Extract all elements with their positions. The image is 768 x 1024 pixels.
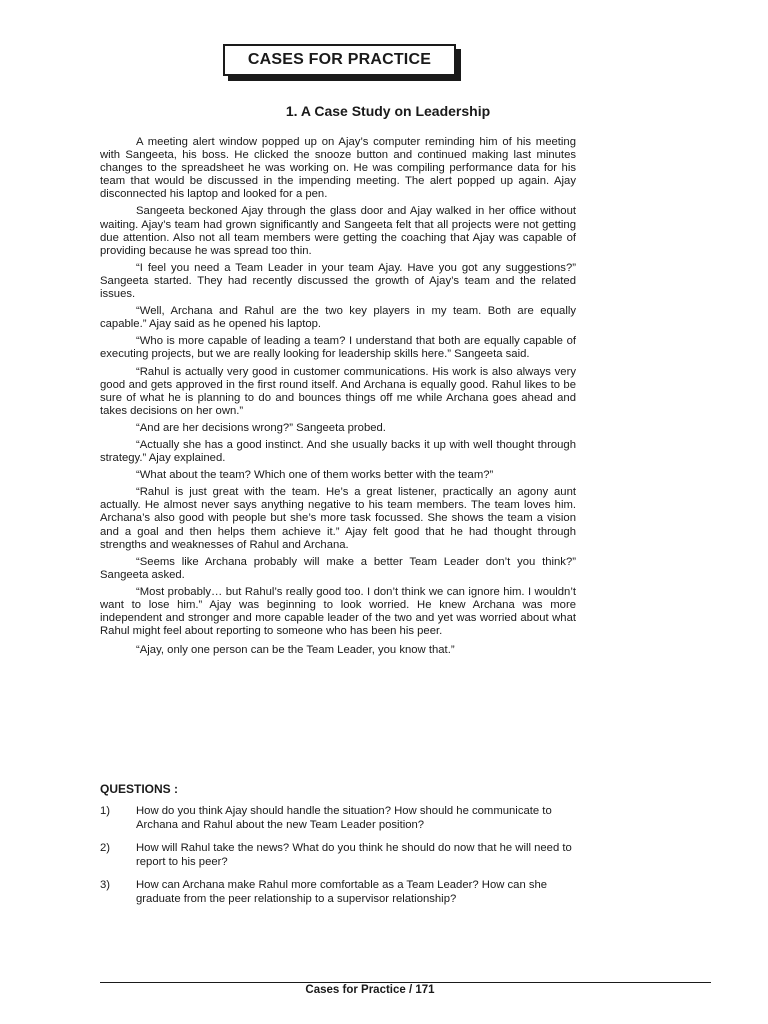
page-footer: Cases for Practice / 171: [305, 984, 435, 996]
paragraph: “Actually she has a good instinct. And she usually backs it up with well thought through strategy.” Ajay explained.: [100, 438, 576, 465]
paragraph: “Most probably… but Rahul’s really good too. I don’t think we can ignore him. I wouldn’t want to lose him.” Ajay was beginning to look worried. He knew Archana was more independent and stronger and more capable leader of the two and yet was worried about what Rahul might feel about reporting to someone who has been his peer.: [100, 585, 576, 638]
question-text: How can Archana make Rahul more comfortable as a Team Leader? How can she graduate from the peer relationship to a supervisor relationship?: [136, 879, 548, 905]
question-item: [100, 842, 576, 869]
paragraph: “Ajay, only one person can be the Team Leader, you know that.”: [136, 644, 455, 657]
questions-heading: QUESTIONS :: [100, 782, 179, 796]
questions-list: [100, 805, 576, 917]
question-number: 3): [100, 879, 111, 892]
paragraph: “Seems like Archana probably will make a better Team Leader don’t you think?” Sangeeta asked.: [100, 555, 576, 581]
paragraph: “Rahul is just great with the team. He’s a great listener, practically an agony aunt actually. He almost never says anything negative to his team members. The team loves him. Archana’s also good with people but she’s more task focussed. She shows the team a vision and a goal and then helps them achieve it.” Ajay felt good that he had thought through strengths and weaknesses of Rahul and Archana.: [100, 486, 576, 551]
case-body: [100, 136, 576, 661]
paragraph: “I feel you need a Team Leader in your team Ajay. Have you got any suggestions?” Sangeeta started. They had recently discussed the growth of Ajay’s team and the related issues.: [100, 261, 576, 301]
question-text: How will Rahul take the news? What do you think he should do now that he will need to report to his peer?: [136, 842, 572, 868]
paragraph: “Rahul is actually very good in customer communications. His work is also always very good and gets approved in the first round itself. And Archana is equally good. Rahul likes to be sure of what he is planning to do and bounces things off me while Archana goes ahead and takes decisions on her own.”: [100, 365, 576, 417]
question-number: 1): [100, 805, 111, 817]
paragraph: “What about the team? Which one of them works better with the team?”: [136, 469, 494, 482]
question-item: [100, 879, 576, 906]
paragraph: “Well, Archana and Rahul are the two key players in my team. Both are equally capable.” Ajay said as he opened his laptop.: [100, 305, 576, 331]
paragraph: “And are her decisions wrong?” Sangeeta probed.: [136, 421, 386, 434]
section-title: CASES FOR PRACTICE: [247, 51, 432, 68]
question-text: How do you think Ajay should handle the situation? How should he communicate to Archana and Rahul about the new Team Leader position?: [136, 805, 552, 831]
question-number: 2): [100, 842, 111, 855]
question-item: [100, 805, 576, 832]
paragraph: “Who is more capable of leading a team? I understand that both are equally capable of executing projects, but we are really looking for leadership skills here.” Sangeeta said.: [100, 335, 576, 361]
paragraph: A meeting alert window popped up on Ajay’s computer reminding him of his meeting with Sangeeta, his boss. He clicked the snooze button and continued making last minutes changes to the spreadsheet he was working on. He was compiling performance data for his team that would be discussed in the impending meeting. The alert popped up again. Ajay disconnected his laptop and looked for a pen.: [100, 136, 576, 201]
case-title: 1. A Case Study on Leadership: [285, 103, 491, 119]
footer-divider: [100, 982, 711, 983]
paragraph: Sangeeta beckoned Ajay through the glass door and Ajay walked in her office without waiting. Ajay’s team had grown significantly and Sangeeta felt that all projects were not getting due attention. Also not all team members were getting the coaching that Ajay was capable of providing because he was spread too thin.: [100, 205, 576, 257]
section-title-box: [223, 44, 456, 76]
